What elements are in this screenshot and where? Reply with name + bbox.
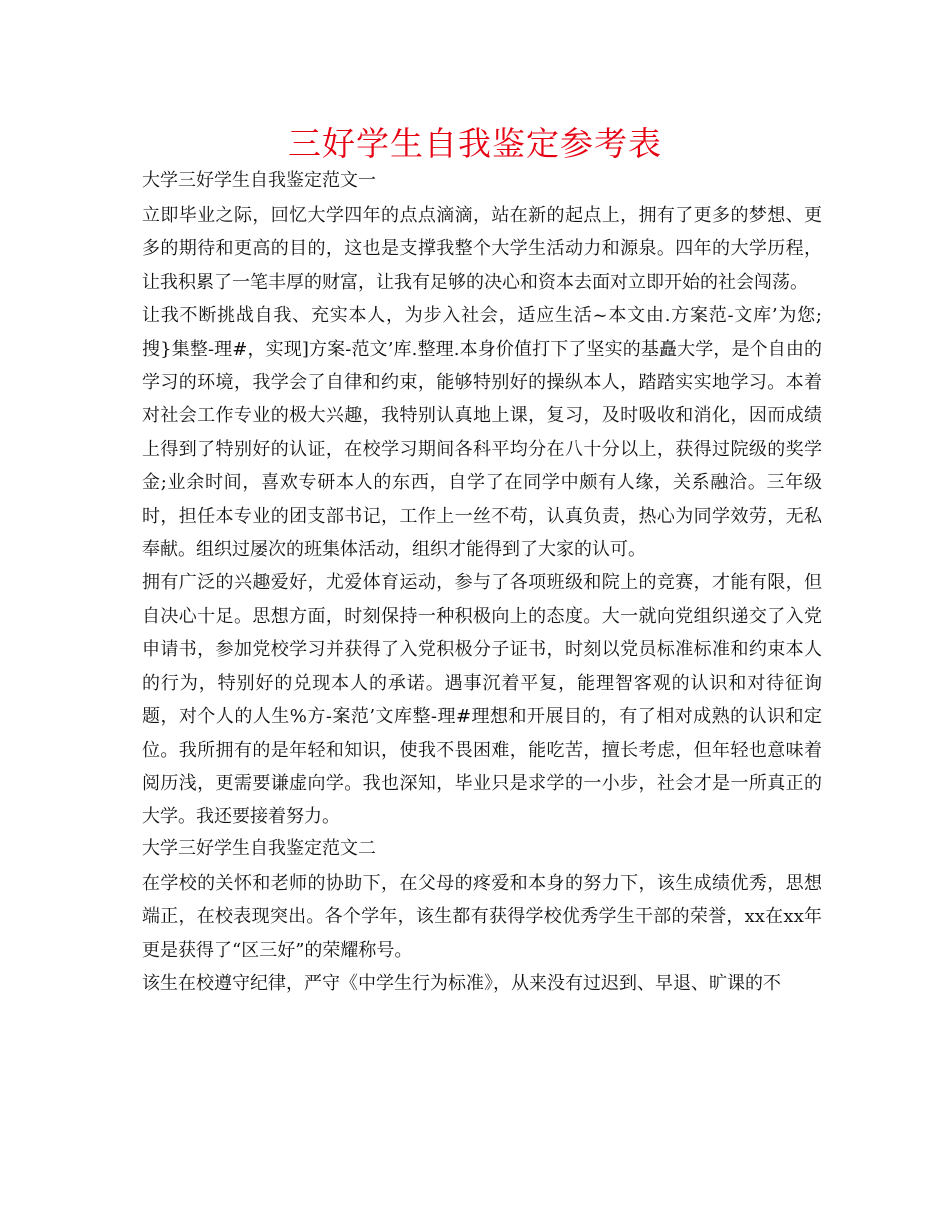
paragraph: 该生在校遵守纪律，严守《中学生行为标准》，从来没有过迟到、早退、旷课的不 [142, 972, 781, 994]
paragraph: 让我不断挑战自我、充实本人，为步入社会，适应生活~本文由.方案范-文库’为您;搜}集整-理#，实现]方案-范文’库.整理.本身价值打下了坚实的基矗大学，是个自由的学习的环境，我学会了自律和约束，能够特别好的操纵本人，踏踏实实地学习。本着对社会工作专业的极大兴趣，我特别认真地上课，复习，及时吸收和消化，因而成绩上得到了特别好的认证，在校学习期间各科平均分在八十分以上，获得过院级的奖学金;业余时间，喜欢专研本人的东西，自学了在同学中颇有人缘，关系融洽。三年级时，担任本专业的团支部书记，工作上一丝不苟，认真负责，热心为同学效劳，无私奉献。组织过屡次的班集体活动，组织才能得到了大家的认可。 [142, 305, 822, 561]
section-heading-2: 大学三好学生自我鉴定范文二 [142, 837, 376, 859]
document-title: 三好学生自我鉴定参考表 [288, 124, 662, 163]
document-body [142, 166, 822, 1000]
paragraph: 拥有广泛的兴趣爱好，尤爱体育运动，参与了各项班级和院上的竞赛，才能有限，但自决心十足。思想方面，时刻保持一种积极向上的态度。大一就向党组织递交了入党申请书，参加党校学习并获得了入党积极分子证书，时刻以党员标准标准和约束本人的行为，特别好的兑现本人的承诺。遇事沉着平复，能理智客观的认识和对待征询题，对个人的人生%方-案范’文库整-理#理想和开展目的，有了相对成熟的认识和定位。我所拥有的是年轻和知识，使我不畏困难，能吃苦，擅长考虑，但年轻也意味着阅历浅，更需要谦虚向学。我也深知，毕业只是求学的一小步，社会才是一所真正的大学。我还要接着努力。 [142, 572, 822, 828]
paragraph: 立即毕业之际，回忆大学四年的点点滴滴，站在新的起点上，拥有了更多的梦想、更多的期待和更高的目的，这也是支撑我整个大学生活动力和源泉。四年的大学历程，让我积累了一笔丰厚的财富，让我有足够的决心和资本去面对立即开始的社会闯荡。 [142, 205, 822, 293]
paragraph: 在学校的关怀和老师的协助下，在父母的疼爱和本身的努力下，该生成绩优秀，思想端正，在校表现突出。各个学年，该生都有获得学校优秀学生干部的荣誉，xx在xx年更是获得了“区三好”的荣耀称号。 [142, 872, 822, 961]
section-heading-1: 大学三好学生自我鉴定范文一 [142, 170, 376, 191]
